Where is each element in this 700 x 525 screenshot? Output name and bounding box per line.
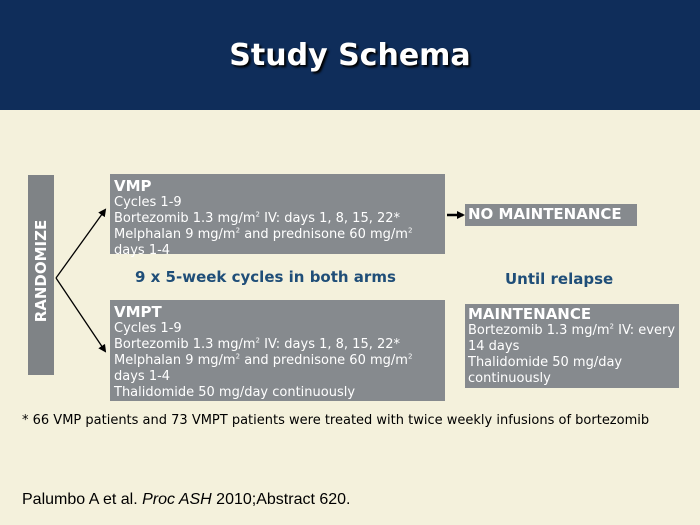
vmpt-cycles: Cycles 1-9: [114, 321, 182, 336]
vmp-heading: VMP: [114, 177, 152, 195]
vmp-melphalan: Melphalan 9 $mg/m^2$ and prednisone 60 $mg/m^2$: [114, 226, 413, 242]
maintenance-heading: MAINTENANCE: [468, 305, 592, 323]
maintenance-continuously: continuously: [468, 371, 551, 386]
cycles-both-arms-label: 9 x 5-week cycles in both arms: [135, 268, 396, 286]
maintenance-thalidomide: Thalidomide 50 mg/day: [468, 355, 623, 370]
footnote: * 66 VMP patients and 73 VMPT patients were treated with twice weekly infusions of bortezomib: [22, 413, 650, 428]
arrow-to-vmp: [56, 210, 105, 278]
maintenance-bortezomib: Bortezomib 1.3 $mg/m^2$ IV: every: [468, 322, 676, 338]
maintenance-box: [465, 304, 679, 388]
citation: Palumbo A et al. Proc ASH 2010;Abstract 620.: [22, 491, 351, 508]
vmpt-bortezomib: Bortezomib 1.3 $mg/m^2$ IV: days 1, 8, 15, 22*: [114, 336, 401, 352]
vmpt-melphalan: Melphalan 9 $mg/m^2$ and prednisone 60 $mg/m^2$: [114, 352, 413, 368]
vmp-bortezomib: Bortezomib 1.3 $mg/m^2$ IV: days 1, 8, 15, 22*: [114, 210, 401, 226]
vmpt-days: days 1-4: [114, 369, 171, 384]
vmp-box: [110, 174, 445, 258]
vmpt-heading: VMPT: [114, 303, 162, 321]
maintenance-interval: 14 days: [468, 339, 520, 354]
vmpt-box: [110, 300, 445, 401]
until-relapse-label: Until relapse: [505, 270, 614, 288]
no-maintenance-box: [465, 204, 637, 226]
randomize-label: RANDOMIZE: [32, 219, 50, 323]
vmp-days: days 1-4: [114, 243, 171, 258]
vmp-cycles: Cycles 1-9: [114, 195, 182, 210]
vmpt-thalidomide: Thalidomide 50 mg/day continuously: [114, 385, 356, 400]
no-maintenance-label: NO MAINTENANCE: [468, 205, 622, 223]
page-title: Study Schema: [229, 38, 471, 73]
arrow-to-vmpt: [56, 278, 105, 351]
